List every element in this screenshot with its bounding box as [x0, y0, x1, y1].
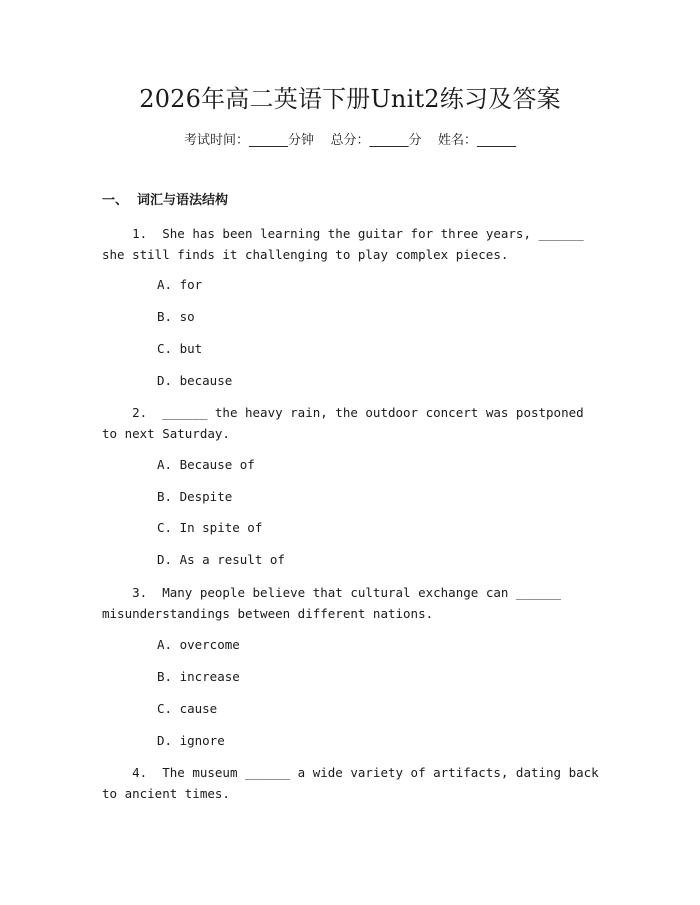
question-3-option-b: B. increase — [157, 669, 240, 684]
question-2-option-a: A. Because of — [157, 457, 255, 472]
question-2-option-c: C. In spite of — [157, 520, 263, 535]
question-3-option-c: C. cause — [157, 701, 218, 716]
question-3-option-d: D. ignore — [157, 733, 225, 748]
question-1-option-b: B. so — [157, 309, 195, 324]
question-2-option-b: B. Despite — [157, 489, 233, 504]
question-2-option-d: D. As a result of — [157, 552, 285, 567]
question-2: 2. ______ the heavy rain, the outdoor concert was postponed to next Saturday. — [102, 405, 592, 441]
question-3-option-a: A. overcome — [157, 637, 240, 652]
exam-info-line: 考试时间：______分钟 总分：______分 姓名：______ — [183, 133, 517, 148]
question-3: 3. Many people believe that cultural exchange can ______ misunderstandings between different nations. — [102, 585, 569, 621]
question-1-option-c: C. but — [157, 341, 203, 356]
question-1-option-a: A. for — [157, 277, 203, 292]
question-1-option-d: D. because — [157, 373, 233, 388]
page-title: 2026年高二英语下册Unit2练习及答案 — [139, 85, 561, 113]
question-1: 1. She has been learning the guitar for three years, ______ she still finds it challenging to play complex pieces. — [102, 226, 592, 262]
section-heading: 一、 词汇与语法结构 — [102, 193, 229, 208]
question-4: 4. The museum ______ a wide variety of artifacts, dating back to ancient times. — [102, 765, 607, 801]
